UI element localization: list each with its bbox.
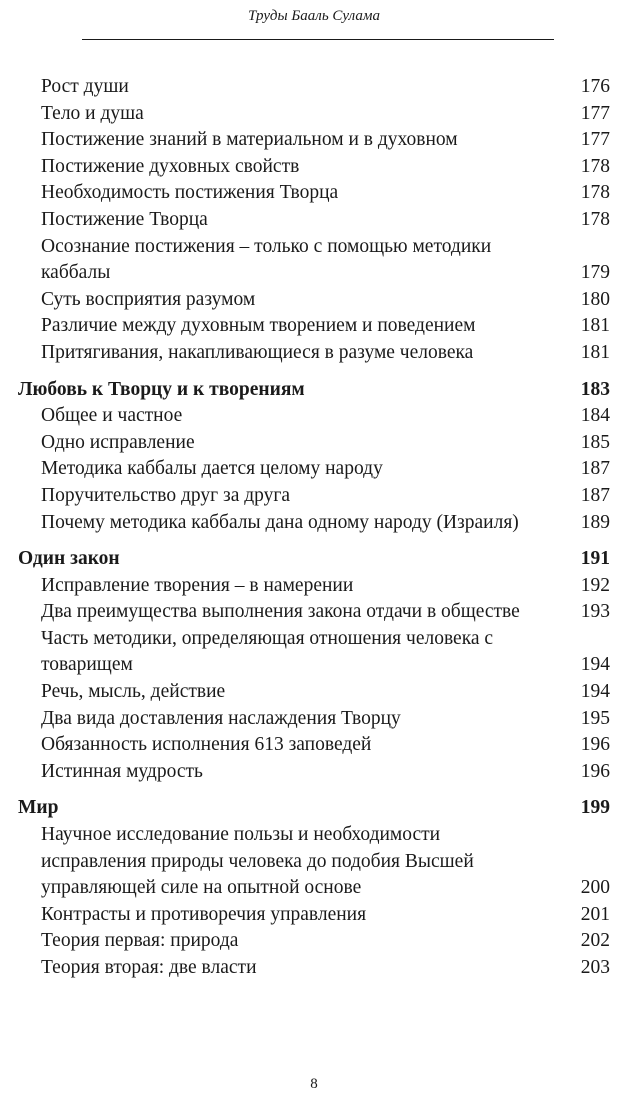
- toc-entry: [0, 902, 628, 929]
- toc-section-title: Любовь к Творцу и к творениям: [18, 378, 305, 400]
- toc-entry-page: 203: [580, 957, 610, 978]
- toc-entry-title: Истинная мудрость: [41, 760, 203, 782]
- toc-entry: [0, 340, 628, 367]
- toc-entry: [0, 955, 628, 982]
- page-number: 8: [310, 1076, 318, 1092]
- toc-entry: [0, 732, 628, 759]
- toc-entry-page: 189: [580, 511, 610, 533]
- toc-entry-page: 194: [580, 654, 610, 676]
- toc-entry: [0, 626, 628, 679]
- toc-entry-title: Необходимость постижения Творца: [41, 182, 339, 204]
- header-rule: [82, 39, 554, 40]
- toc-entry-title: Постижение духовных свойств: [41, 155, 300, 177]
- toc-entry: [0, 234, 628, 287]
- toc-entry-page: 202: [580, 930, 610, 952]
- toc-entry-page: 201: [580, 903, 610, 925]
- toc-entry-page: 194: [580, 681, 610, 703]
- toc-section-page: 199: [580, 797, 610, 819]
- toc-entry-title: Речь, мысль, действие: [41, 681, 226, 703]
- toc-section-page: 183: [580, 378, 610, 400]
- toc-entry: [0, 822, 628, 902]
- toc-entry-title: Тело и душа: [41, 102, 144, 124]
- toc-entry-title: Почему методика каббалы дана одному народу (Израиля): [41, 511, 519, 533]
- toc-entry-page: 200: [580, 877, 610, 899]
- toc-entry-page: 177: [580, 102, 610, 124]
- toc-entry-title: Часть методики, определяющая отношения человека с товарищем: [41, 627, 494, 676]
- toc-entry: [0, 706, 628, 733]
- toc-entry-page: 177: [580, 129, 610, 151]
- toc-entry-title: Контрасты и противоречия управления: [41, 903, 367, 925]
- toc-entry-title: Обязанность исполнения 613 заповедей: [41, 734, 372, 756]
- toc-entry-title: Притягивания, накапливающиеся в разуме человека: [41, 341, 474, 363]
- toc-entry-page: 178: [580, 208, 610, 230]
- toc-entry-page: 196: [580, 760, 610, 782]
- toc-entry: [0, 928, 628, 955]
- toc-entry-page: 185: [580, 431, 610, 453]
- toc-entry-title: Поручительство друг за друга: [41, 484, 291, 506]
- toc-section-heading: [0, 546, 628, 573]
- toc-entry-page: 193: [580, 601, 610, 623]
- toc-entry: [0, 456, 628, 483]
- toc-entry: [0, 74, 628, 101]
- toc-entry-page: 192: [580, 574, 610, 596]
- toc-entry-title: Два преимущества выполнения закона отдачи в обществе: [41, 601, 520, 623]
- toc-entry-title: Теория вторая: две власти: [41, 957, 257, 978]
- toc-entry-page: 184: [580, 405, 610, 427]
- toc-entry-title: Одно исправление: [41, 431, 195, 453]
- toc-entry-title: Осознание постижения – только с помощью методики каббалы: [41, 235, 492, 284]
- toc-entry: [0, 759, 628, 786]
- toc-entry-title: Суть восприятия разумом: [41, 288, 256, 310]
- toc-entry: [0, 287, 628, 314]
- toc-section-heading: [0, 795, 628, 822]
- toc-entry: [0, 510, 628, 537]
- toc-entry-title: Постижение знаний в материальном и в духовном: [41, 129, 458, 151]
- toc-entry-page: 179: [580, 262, 610, 284]
- toc-entry-page: 181: [580, 341, 610, 363]
- table-of-contents: [0, 74, 628, 982]
- toc-entry-title: Исправление творения – в намерении: [41, 574, 354, 596]
- toc-entry-title: Теория первая: природа: [41, 930, 239, 952]
- toc-entry-page: 180: [580, 288, 610, 310]
- toc-section-title: Один закон: [18, 548, 120, 570]
- toc-entry-page: 187: [580, 484, 610, 506]
- toc-entry-title: Методика каббалы дается целому народу: [41, 458, 383, 480]
- toc-entry: [0, 573, 628, 600]
- toc-entry-page: 187: [580, 458, 610, 480]
- toc-entry: [0, 154, 628, 181]
- toc-entry-title: Научное исследование пользы и необходимости исправления природы человека до подобия Высшей управляющей силе на опытной основе: [41, 824, 474, 899]
- toc-section-page: 191: [580, 548, 610, 570]
- toc-entry: [0, 483, 628, 510]
- toc-entry-page: 176: [580, 76, 610, 97]
- toc-entry-title: Рост души: [41, 76, 129, 97]
- toc-entry-page: 181: [580, 315, 610, 337]
- toc-entry-page: 195: [580, 707, 610, 729]
- toc-entry: [0, 127, 628, 154]
- toc-entry-title: Различие между духовным творением и поведением: [41, 315, 476, 337]
- toc-entry: [0, 430, 628, 457]
- toc-entry: [0, 180, 628, 207]
- toc-entry: [0, 403, 628, 430]
- toc-entry-title: Общее и частное: [41, 405, 183, 427]
- running-head-title: Труды Бааль Сулама: [248, 8, 380, 24]
- toc-entry-page: 178: [580, 182, 610, 204]
- toc-entry-page: 196: [580, 734, 610, 756]
- toc-entry-title: Постижение Творца: [41, 208, 208, 230]
- toc-entry: [0, 679, 628, 706]
- toc-entry: [0, 101, 628, 128]
- toc-entry-page: 178: [580, 155, 610, 177]
- toc-entry-title: Два вида доставления наслаждения Творцу: [41, 707, 401, 729]
- toc-entry: [0, 207, 628, 234]
- toc-entry: [0, 313, 628, 340]
- toc-section-heading: [0, 377, 628, 404]
- toc-entry: [0, 599, 628, 626]
- toc-section-title: Мир: [18, 797, 59, 819]
